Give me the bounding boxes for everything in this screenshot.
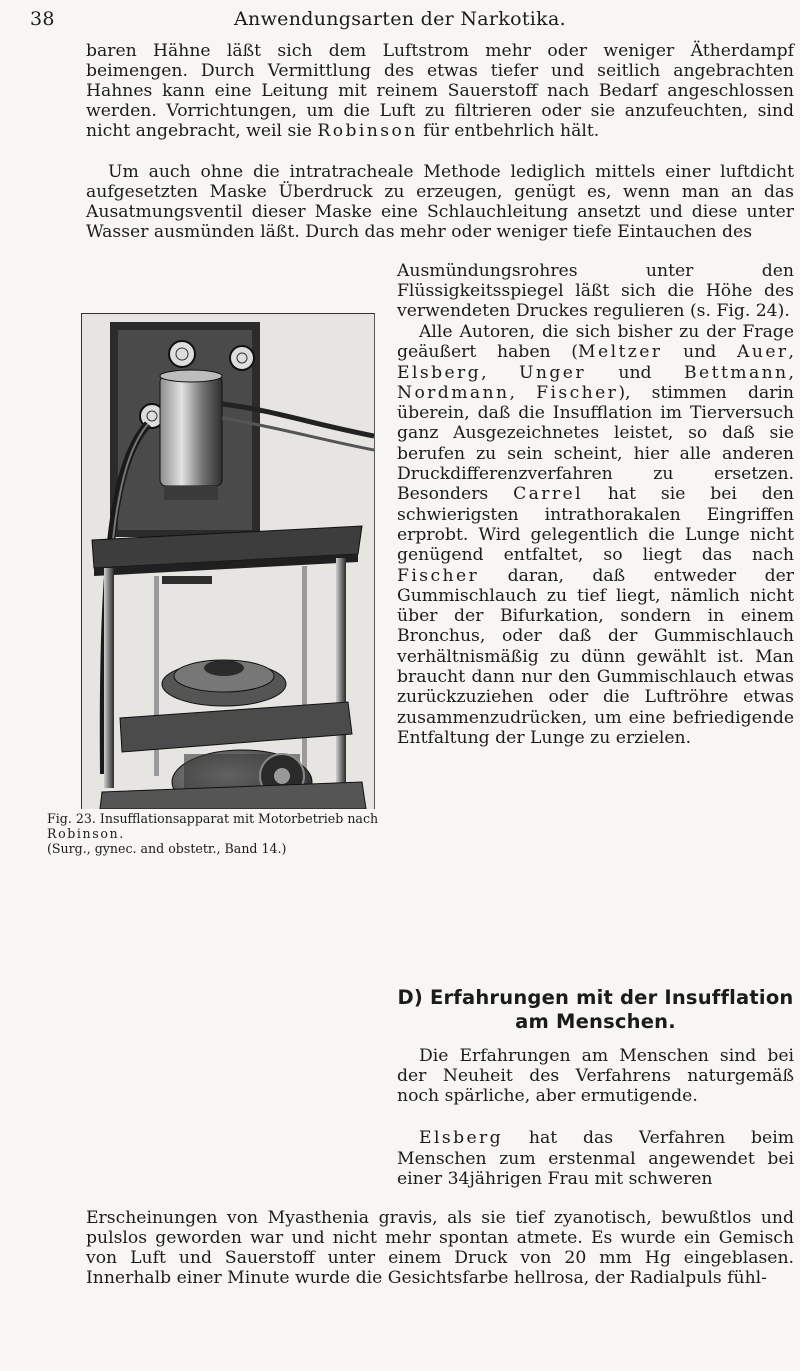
author-name: Nordmann [397,382,510,403]
author-name: Elsberg [419,1128,504,1148]
paragraph-1 [86,42,794,142]
paragraph-1-end: für entbehrlich hält. [423,120,600,141]
text-span: und [618,362,652,383]
page-header [0,6,800,36]
page-number: 38 [30,8,55,30]
table-leg [336,558,346,788]
paragraph-1-text: baren Hähne läßt sich dem Luftstrom mehr oder weniger Ätherdampf beimengen. Durch Vermittlung des etwas tiefer und seitlich angebrachten Hahnes kann eine Leitung mit reinem Sauerstoff nach Bedarf angeschlossen werden. Vorrichtungen, um die Luft zu filtrieren oder sie anzufeuchten, sind nicht angebracht, weil sie [86,41,794,141]
caption-text: Insufflationsapparat mit Motorbetrieb nach [99,811,379,826]
figure-caption: Fig. 23. Insufflationsapparat mit Motorbetrieb nach Robinson. (Surg., gynec. and obstetr., Band 14.) [47,811,379,856]
section-heading: D) Erfahrungen mit der Insufflation am Menschen. [397,986,794,1033]
author-name: Robinson [317,120,418,141]
author-name: Bettmann [684,362,789,383]
paragraph-2: Um auch ohne die intratracheale Methode lediglich mittels einer luftdicht aufgesetzten Maske Überdruck zu erzeugen, genügt es, wenn man an das Ausatmungsventil dieser Maske eine Schlauchleitung ansetzt und diese unter Wasser ausmünden läßt. Durch das mehr oder weniger tiefe Eintauchen des [86,162,794,242]
text-span: hat sie bei den schwierigsten intrathorakalen Eingriffen erprobt. Wird gelegentlich die Lunge nicht genügend entfaltet, so liegt das nach [397,484,794,566]
apparatus-illustration [82,314,374,809]
author-name: Robinson [47,826,120,841]
author-name: Fischer [397,565,480,586]
paragraph-5-continued: Erscheinungen von Myasthenia gravis, als sie tief zyanotisch, bewußtlos und pulslos geworden war und nicht mehr spontan atmete. Es wurde ein Gemisch von Luft und Sauerstoff unter einem Druck von 20 mm Hg eingeblasen. Innerhalb einer Minute wurde die Gesichtsfarbe hellrosa, der Radialpuls fühl- [86,1208,794,1288]
gauge-icon [169,341,195,367]
paragraph-5 [397,1128,794,1190]
text-span: Alle Autoren, die sich bisher zu der Frage geäußert haben ( [397,322,794,363]
figure-insufflation-apparatus [81,313,375,809]
table-leg [104,568,114,788]
gauge-icon [230,346,254,370]
author-name: Auer [737,342,789,363]
paragraph-5-text: hat das Verfahren beim Menschen zum erstenmal angewendet bei einer 34jährigen Frau mit schweren [397,1128,794,1190]
paragraph-4: Die Erfahrungen am Menschen sind bei der Neuheit des Verfahrens naturgemäß noch spärliche, aber ermutigende. [397,1046,794,1106]
text-span: ), stimmen darin überein, daß die Insufflation im Tierversuch ganz Ausgezeichnetes leistet, so daß sie berufen zu sein scheint, hier alle anderen Druckdifferenzverfahren zu ersetzen. Besonders [397,382,794,505]
caption-source: (Surg., gynec. and obstetr., Band 14.) [47,841,287,856]
author-name: Carrel [513,484,583,505]
figure-label: Fig. 23. [47,811,96,826]
ether-tank [160,376,222,486]
author-name: Fischer [536,382,619,403]
author-name: Unger [518,362,586,383]
paragraph-2-continued: Ausmündungsrohres unter den Flüssigkeitsspiegel läßt sich die Höhe des verwendeten Druckes regulieren (s. Fig. 24). [397,261,794,321]
text-span: und [683,342,717,363]
running-head: Anwendungsarten der Narkotika. [234,8,566,30]
paragraph-3: Alle Autoren, die sich bisher zu der Frage geäußert haben (Meltzer und Auer, Elsberg, Unger und Bettmann, Nordmann, Fischer), stimmen darin überein, daß die Insufflation im Tierversuch ganz Ausgezeichnetes leistet, so daß sie berufen zu sein scheint, hier alle anderen Druckdifferenzverfahren zu ersetzen. Besonders Carrel hat sie bei den schwierigsten intrathorakalen Eingriffen erprobt. Wird gelegentlich die Lunge nicht genügend entfaltet, so liegt das nach Fischer daran, daß entweder der Gummischlauch zu tief liegt, nämlich nicht über der Bifurkation, sondern in einem Bronchus, oder daß der Gummischlauch verhältnismäßig zu dünn gewählt ist. Man braucht dann nur den Gummischlauch etwas zurückzuziehen oder die Luftröhre etwas zusammenzudrücken, um eine befriedigende Entfaltung der Lunge zu erzielen. [397,322,794,748]
author-name: Elsberg [397,362,482,383]
author-name: Meltzer [578,342,663,363]
text-span: daran, daß entweder der Gummischlauch zu tief liegt, nämlich nicht über der Bifurkation, sondern in einem Bronchus, oder daß der Gummischlauch verhältnismäßig zu dünn gewählt ist. Man braucht dann nur den Gummischlauch etwas zurückzuziehen oder die Luftröhre etwas zusammenzudrücken, um eine befriedigende Entfaltung der Lunge zu erzielen. [397,565,794,748]
